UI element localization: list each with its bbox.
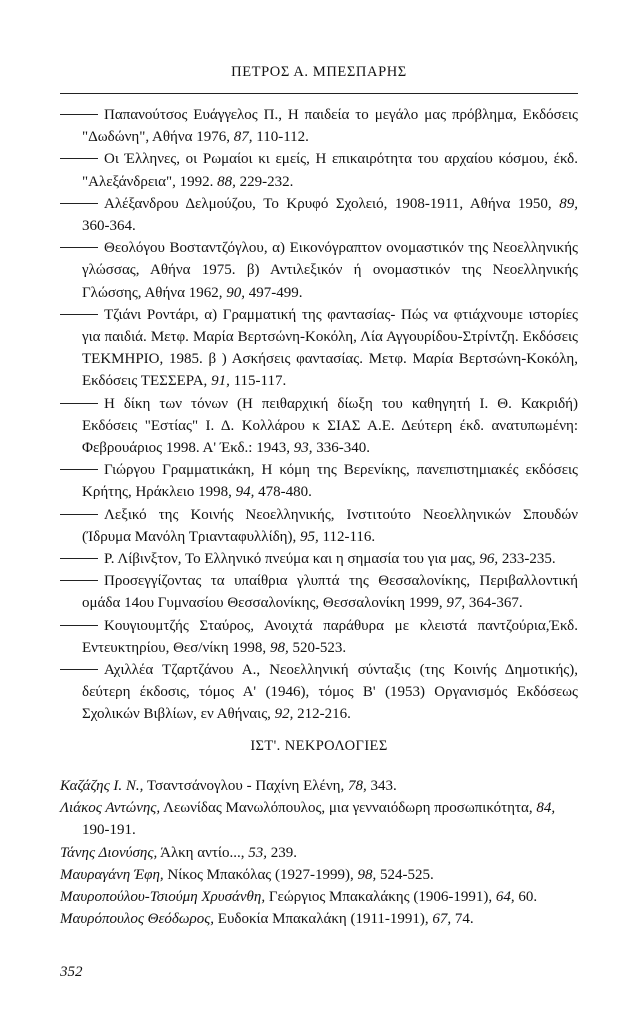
obituary-author: Τάνης Διονύσης, <box>60 844 158 861</box>
obituary-pages: 190-191. <box>82 822 136 839</box>
reference-pages: 212-216. <box>293 706 351 723</box>
reference-entry <box>60 148 578 192</box>
reference-volume: 96, <box>479 551 499 568</box>
reference-volume: 98, <box>269 639 289 656</box>
obituary-author: Λιάκος Αντώνης, <box>60 800 161 817</box>
reference-entry <box>60 570 578 614</box>
obituary-entry <box>60 908 578 930</box>
reference-volume: 95, <box>300 528 319 545</box>
reference-pages: 360-364. <box>82 218 136 235</box>
obituary-entry <box>60 797 578 841</box>
obituary-text: Λεωνίδας Μανωλόπουλος, μια γενναιόδωρη προσωπικότητα, <box>160 800 537 817</box>
obituary-pages: 60. <box>514 889 538 906</box>
reference-text: Αχιλλέα Τζαρτζάνου Α., Νεοελληνική σύνταξις (της Κοινής Δημοτικής), δεύτερη έκδοσις, τόμος Α' (1946), τόμος Β' (1953) Οργανισμός Εκδόσεως Σχολικών Βιβλίων, εν Αθήναις, <box>82 662 578 723</box>
obituary-pages: 74. <box>451 911 474 928</box>
reference-entry <box>60 504 578 548</box>
reference-pages: 110-112. <box>252 129 309 146</box>
reference-pages: 115-117. <box>229 373 287 390</box>
page-number: 352 <box>60 964 83 980</box>
running-header: ΠΕΤΡΟΣ Α. ΜΠΕΣΠΑΡΗΣ <box>231 64 407 80</box>
reference-list <box>60 104 578 726</box>
obituary-volume: 67, <box>432 911 452 928</box>
obituary-entry <box>60 842 578 864</box>
reference-text: Οι Έλληνες, οι Ρωμαίοι κι εμείς, Η επικαιρότητα του αρχαίου κόσμου, έκδ. "Αλεξάνδρεια", 1992. <box>82 151 578 190</box>
reference-volume: 94, <box>235 484 255 501</box>
obituary-volume: 78, <box>347 778 367 794</box>
reference-text: Κουγιουμτζής Σταύρος, Ανοιχτά παράθυρα με κλειστά παντζούρια,Έκδ. Εντευκτηρίου, Θεσ/νίκη 1998, <box>82 617 578 656</box>
reference-text: Λεξικό της Κοινής Νεοελληνικής, Ινστιτούτο Νεοελληνικών Σπουδών (Ίδρυμα Μανόλη Τριανταφυλλίδη), <box>82 506 578 545</box>
reference-volume: 97, <box>446 595 466 612</box>
reference-volume: 93, <box>293 440 313 457</box>
obituary-list <box>60 775 578 930</box>
reference-entry <box>60 237 578 304</box>
reference-entry <box>60 659 578 726</box>
reference-volume: 87, <box>233 129 253 146</box>
reference-pages: 497-499. <box>244 284 303 301</box>
repeat-author-dash <box>60 558 98 559</box>
reference-volume: 90, <box>226 284 245 301</box>
obituary-author: Μαυροπούλου-Τσιούμη Χρυσάνθη, <box>60 889 266 906</box>
reference-pages: 229-232. <box>235 173 294 190</box>
reference-text: Η δίκη των τόνων (Η πειθαρχική δίωξη του καθηγητή Ι. Θ. Κακριδή) Εκδόσεις "Εστίας" Ι. Δ. Κολλάρου κ ΣΙΑΣ Α.Ε. Δεύτερη έκδ. ανατυπωμένη: Φεβρουάριος 1998. Α' Έκδ.: 1943, <box>82 395 578 457</box>
obituary-pages: 239. <box>266 844 297 861</box>
reference-text: Τζιάνι Ροντάρι, α) Γραμματική της φαντασίας- Πώς να φτιάχνουμε ιστορίες για παιδιά. Μετφ. Μαρία Βερτσώνη-Κοκόλη, Λία Αγγουρίδου-Στρίντζη. Εκδόσεις ΤΕΚΜΗΡΙΟ, 1985. β ) Ασκήσεις φαντασίας. Μετφ. Μαρία Βερτσώνη-Κοκόλη, Εκδόσεις ΤΕΣΣΕΡΑ, <box>82 306 578 390</box>
obituary-text: Νίκος Μπακόλας (1927-1999), <box>163 866 358 883</box>
repeat-author-dash <box>60 580 98 581</box>
reference-text: Αλέξανδρου Δελμούζου, Το Κρυφό Σχολειό, 1908-1911, Αθήνα 1950, <box>104 195 560 212</box>
obituary-author: Μαυρόπουλος Θεόδωρος, <box>60 911 215 928</box>
obituary-entry <box>60 886 578 908</box>
repeat-author-dash <box>60 114 98 115</box>
obituary-text: Γεώργιος Μπακαλάκης (1906-1991), <box>265 889 496 906</box>
obituary-author: Μαυραγάνη Έφη, <box>60 866 164 883</box>
obituary-entry <box>60 864 578 886</box>
obituary-pages: 524-525. <box>376 866 434 883</box>
obituary-volume: 64, <box>495 889 515 906</box>
repeat-author-dash <box>60 625 98 626</box>
reference-text: Θεολόγου Βοσταντζόγλου, α) Εικονόγραπτον ονομαστικόν της Νεοελληνικής γλώσσας, Αθήνα 1975. β) Αντιλεξικόν ή ονομαστικόν της Νεοελληνικής Γλώσσης, Αθήνα 1962, <box>82 240 578 301</box>
repeat-author-dash <box>60 247 98 248</box>
repeat-author-dash <box>60 469 98 470</box>
reference-entry <box>60 459 578 503</box>
header-rule <box>60 93 578 94</box>
obituary-text: Άλκη αντίο..., <box>157 844 249 861</box>
obituary-volume: 98, <box>357 866 377 883</box>
reference-entry <box>60 193 578 237</box>
reference-volume: 91, <box>211 373 230 390</box>
reference-volume: 89, <box>559 195 578 212</box>
reference-pages: 520-523. <box>288 639 347 656</box>
reference-volume: 88, <box>217 173 236 190</box>
obituary-text: Τσαντσάνογλου - Παχίνη Ελένη, <box>143 778 348 794</box>
reference-volume: 92, <box>274 706 294 723</box>
reference-pages: 478-480. <box>254 484 312 501</box>
obituary-text: Ευδοκία Μπακαλάκη (1911-1991), <box>214 911 433 928</box>
repeat-author-dash <box>60 158 98 159</box>
obituary-entry <box>60 775 578 797</box>
repeat-author-dash <box>60 514 98 515</box>
reference-text: Παπανούτσος Ευάγγελος Π., Η παιδεία το μεγάλο μας πρόβλημα, Εκδόσεις "Δωδώνη", Αθήνα 1976, <box>82 107 578 146</box>
reference-pages: 364-367. <box>465 595 523 612</box>
reference-pages: 336-340. <box>312 440 370 457</box>
reference-text: Προσεγγίζοντας τα υπαίθρια γλυπτά της Θεσσαλονίκης, Περιβαλλοντική ομάδα 14ου Γυμνασίου Θεσσαλονίκης, Θεσσαλονίκη 1999, <box>82 573 578 612</box>
repeat-author-dash <box>60 203 98 204</box>
reference-entry <box>60 548 578 570</box>
reference-text: Ρ. Λίβινξτον, Το Ελληνικό πνεύμα και η σημασία του για μας, <box>104 551 480 568</box>
obituary-author: Καζάζης Ι. Ν., <box>60 778 144 794</box>
reference-text: Γιώργου Γραμματικάκη, Η κόμη της Βερενίκης, πανεπιστημιακές εκδόσεις Κρήτης, Ηράκλειο 1998, <box>82 462 578 501</box>
reference-entry <box>60 304 578 393</box>
reference-entry <box>60 615 578 659</box>
reference-entry <box>60 393 578 460</box>
repeat-author-dash <box>60 403 98 404</box>
obituary-pages: 343. <box>366 778 397 794</box>
repeat-author-dash <box>60 314 98 315</box>
reference-pages: 112-116. <box>318 528 376 545</box>
repeat-author-dash <box>60 669 98 670</box>
reference-pages: 233-235. <box>498 551 556 568</box>
obituary-volume: 84, <box>536 800 556 817</box>
obituary-volume: 53, <box>248 844 267 861</box>
section-heading: ΙΣΤ'. ΝΕΚΡΟΛΟΓΙΕΣ <box>250 738 388 754</box>
reference-entry <box>60 104 578 148</box>
